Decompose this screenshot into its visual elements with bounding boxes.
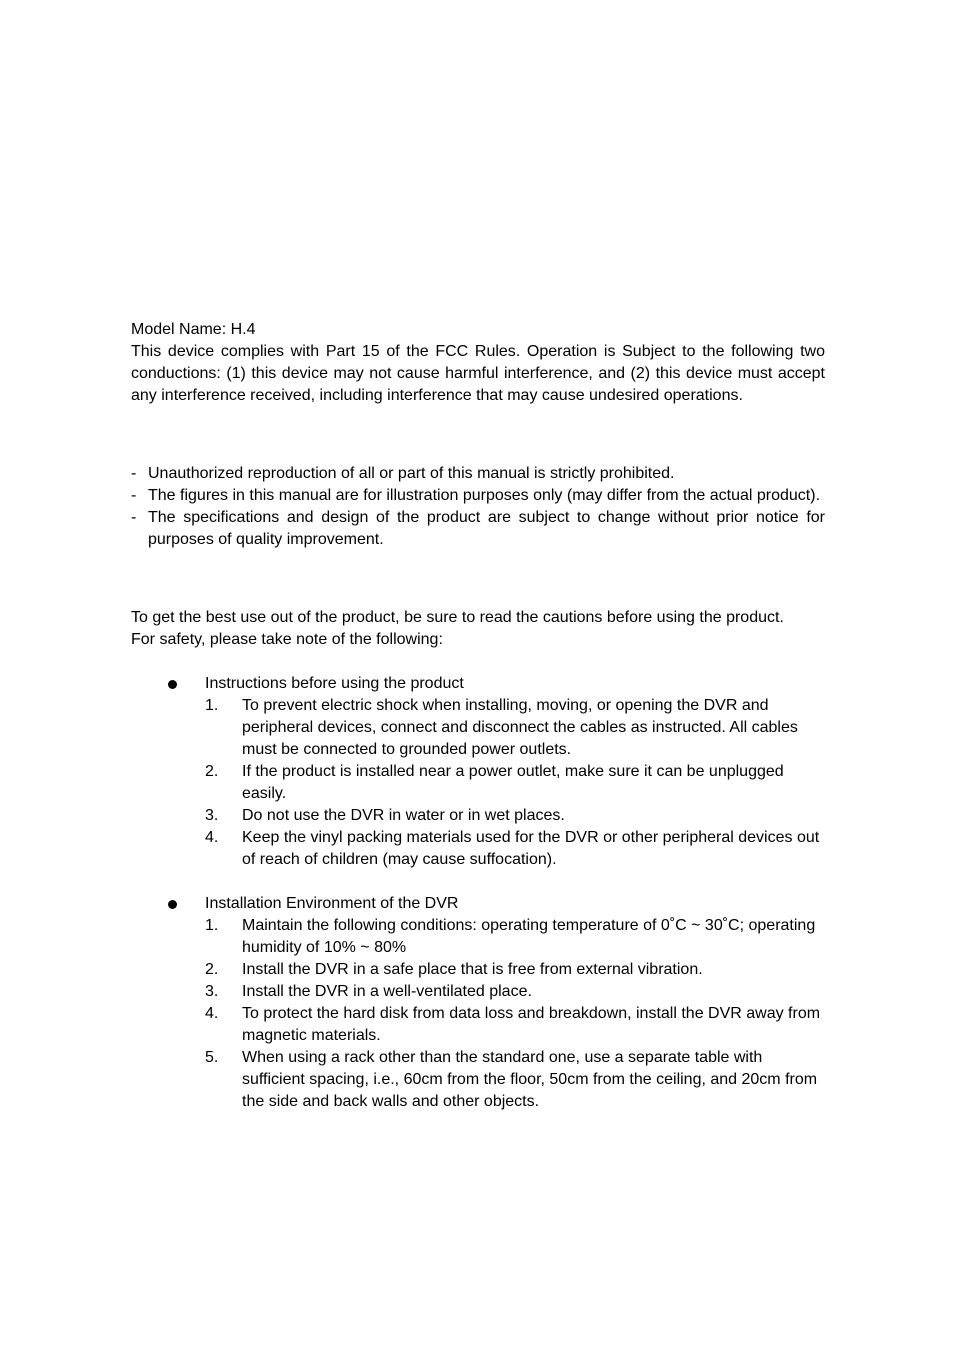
item-text: When using a rack other than the standard one, use a separate table with sufficient spacing, i.e., 60cm from the floor, 50cm from the ceiling, and 20cm from the side and back walls and other objects. bbox=[242, 1049, 818, 1110]
notice-text: Unauthorized reproduction of all or part of this manual is strictly prohibited. bbox=[148, 465, 675, 482]
item-number: 5. bbox=[205, 1049, 219, 1066]
item-text: Install the DVR in a safe place that is free from external vibration. bbox=[242, 961, 703, 978]
list-item bbox=[205, 915, 825, 959]
item-text: Install the DVR in a well-ventilated place. bbox=[242, 983, 532, 1000]
item-number: 2. bbox=[205, 763, 219, 780]
item-number: 3. bbox=[205, 983, 219, 1000]
section-title: Instructions before using the product bbox=[205, 675, 464, 692]
item-text: Keep the vinyl packing materials used for the DVR or other peripheral devices out of reach of children (may cause suffocation). bbox=[242, 829, 820, 868]
notice-item bbox=[131, 463, 825, 485]
item-number: 2. bbox=[205, 961, 219, 978]
item-number: 1. bbox=[205, 697, 219, 714]
notice-list bbox=[131, 463, 825, 551]
dash-marker: - bbox=[131, 487, 137, 504]
safety-intro: To get the best use out of the product, be sure to read the cautions before using the product. bbox=[131, 609, 784, 626]
step-list bbox=[205, 695, 825, 871]
list-item bbox=[205, 1047, 825, 1113]
notice-text: The figures in this manual are for illustration purposes only (may differ from the actual product). bbox=[148, 487, 821, 504]
item-text: If the product is installed near a power outlet, make sure it can be unplugged easily. bbox=[242, 763, 784, 802]
notice-item bbox=[131, 507, 825, 551]
list-item bbox=[205, 959, 825, 981]
list-item bbox=[205, 761, 825, 805]
item-text: To prevent electric shock when installing, moving, or opening the DVR and peripheral devices, connect and disconnect the cables as instructed. All cables must be connected to grounded power outlets. bbox=[242, 697, 798, 758]
safety-intro-2: For safety, please take note of the following: bbox=[131, 631, 443, 648]
notice-item bbox=[131, 485, 825, 507]
list-item bbox=[205, 1003, 825, 1047]
model-name: Model Name: H.4 bbox=[131, 321, 256, 338]
fcc-statement: This device complies with Part 15 of the FCC Rules. Operation is Subject to the following two conductions: (1) this device may not cause harmful interference, and (2) this device must accept any interference received, including interference that may cause undesired operations. bbox=[131, 343, 825, 404]
list-item bbox=[205, 695, 825, 761]
dash-marker: - bbox=[131, 509, 137, 526]
step-list bbox=[205, 915, 825, 1113]
item-number: 1. bbox=[205, 917, 219, 934]
section-installation-environment bbox=[205, 893, 825, 1113]
dash-marker: - bbox=[131, 465, 137, 482]
list-item bbox=[205, 805, 825, 827]
item-text: Do not use the DVR in water or in wet places. bbox=[242, 807, 565, 824]
notice-text: The specifications and design of the product are subject to change without prior notice for purposes of quality improvement. bbox=[148, 509, 825, 548]
bullet-icon bbox=[168, 680, 177, 689]
item-number: 4. bbox=[205, 829, 219, 846]
section-before-use bbox=[205, 673, 825, 871]
list-item bbox=[205, 981, 825, 1003]
document-page bbox=[131, 319, 825, 1113]
item-text: To protect the hard disk from data loss and breakdown, install the DVR away from magnetic materials. bbox=[242, 1005, 821, 1044]
bullet-icon bbox=[168, 900, 177, 909]
item-text: Maintain the following conditions: operating temperature of 0˚C ~ 30˚C; operating humidity of 10% ~ 80% bbox=[242, 917, 816, 956]
list-item bbox=[205, 827, 825, 871]
section-title: Installation Environment of the DVR bbox=[205, 895, 459, 912]
item-number: 3. bbox=[205, 807, 219, 824]
item-number: 4. bbox=[205, 1005, 219, 1022]
